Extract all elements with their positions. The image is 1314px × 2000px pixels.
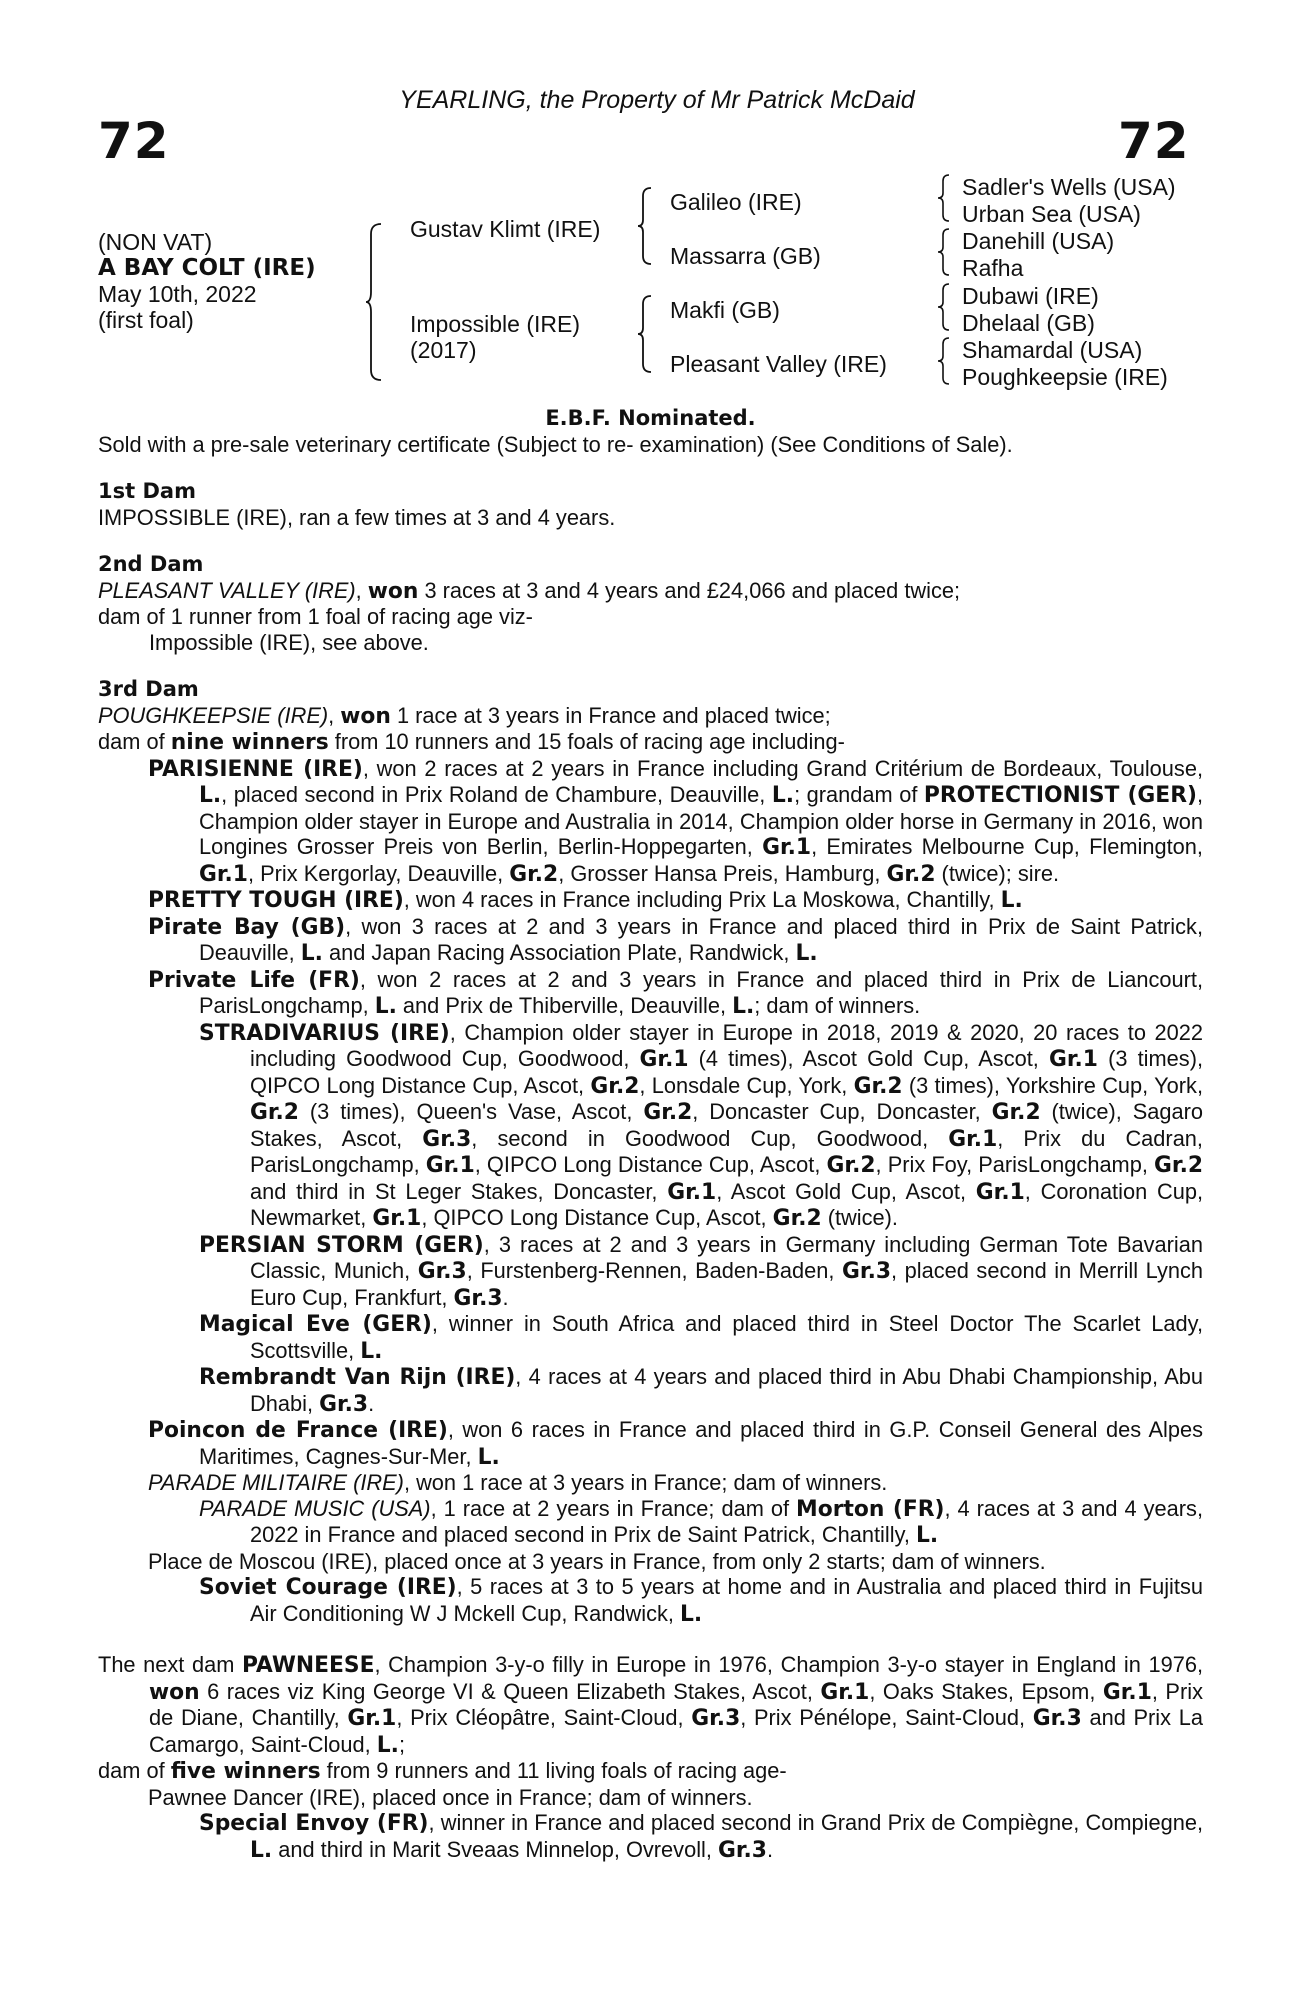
third-dam-record: POUGHKEEPSIE (IRE), won 1 race at 3 years in France and placed twice;: [98, 702, 831, 729]
granddam-dam-side: Pleasant Valley (IRE): [670, 351, 887, 377]
consignor-subtitle: YEARLING, the Property of Mr Patrick McDaid: [399, 86, 915, 114]
produce-entry-poincon-de-france: Poincon de France (IRE), won 6 races in France and placed third in G.P. Conseil General des Alpes Maritimes, Cagnes-Sur-Mer, L.: [148, 1417, 1204, 1470]
gen3-ancestor-7: Shamardal (USA): [962, 337, 1143, 363]
lot-name: A BAY COLT (IRE): [98, 255, 316, 281]
produce-entry-parisienne: PARISIENNE (IRE), won 2 races at 2 years in France including Grand Critérium de Bordeaux, Toulouse, L., placed second in Prix Roland de Chambure, Deauville, L.; grandam of PROTECTIONIST (GER), Champion older stayer in Europe and Australia in 2014, Champion older horse in Germany in 2016, won Longines Grosser Preis von Berlin, Berlin-Hoppegarten, Gr.1, Emirates Melbourne Cup, Flemington, Gr.1, Prix Kergorlay, Deauville, Gr.2, Grosser Hansa Preis, Hamburg, Gr.2 (twice); sire.: [148, 755, 1204, 887]
gen3-ancestor-2: Urban Sea (USA): [962, 201, 1141, 227]
sire-name: Gustav Klimt (IRE): [410, 216, 601, 242]
second-dam-heading: 2nd Dam: [98, 552, 204, 576]
lot-number-left: 72: [98, 112, 170, 170]
gen3-ancestor-8: Poughkeepsie (IRE): [962, 364, 1168, 390]
grandsire-sire-side: Galileo (IRE): [670, 189, 802, 215]
brace-first-generation: [365, 222, 385, 382]
gen3-ancestor-4: Rafha: [962, 255, 1024, 281]
brace-galileo: [937, 173, 951, 223]
first-dam-text: IMPOSSIBLE (IRE), ran a few times at 3 and 4 years.: [98, 504, 616, 530]
first-dam-heading: 1st Dam: [98, 479, 196, 503]
vat-status: (NON VAT): [98, 229, 213, 255]
vet-certificate-note: Sold with a pre-sale veterinary certificate (Subject to re- examination) (See Conditions of Sale).: [98, 431, 1013, 457]
third-dam-name: POUGHKEEPSIE (IRE): [98, 702, 329, 728]
produce-entry-pirate-bay: Pirate Bay (GB), won 3 races at 2 and 3 years in France and placed third in Prix de Saint Patrick, Deauville, L. and Japan Racing Association Plate, Randwick, L.: [148, 913, 1203, 966]
catalogue-body: [98, 406, 1203, 1863]
brace-sire-line: [637, 186, 655, 266]
third-dam-heading: 3rd Dam: [98, 677, 199, 701]
third-dam-produce: dam of nine winners from 10 runners and 15 foals of racing age including-: [98, 729, 845, 755]
next-dam-produce: dam of five winners from 9 runners and 11 living foals of racing age-: [98, 1758, 787, 1784]
granddam-sire-side: Massarra (GB): [670, 243, 821, 269]
dam-year: (2017): [410, 337, 477, 363]
produce-entry-pretty-tough: PRETTY TOUGH (IRE), won 4 races in France including Prix La Moskowa, Chantilly, L.: [148, 887, 1023, 913]
brace-makfi: [937, 282, 951, 332]
gen3-ancestor-3: Danehill (USA): [962, 228, 1115, 254]
second-dam-name: PLEASANT VALLEY (IRE): [98, 577, 356, 603]
next-dam-record: The next dam PAWNEESE, Champion 3-y-o filly in Europe in 1976, Champion 3-y-o stayer in England in 1976, won 6 races viz King George VI & Queen Elizabeth Stakes, Ascot, Gr.1, Oaks Stakes, Epsom, Gr.1, Prix de Diane, Chantilly, Gr.1, Prix Cléopâtre, Saint-Cloud, Gr.3, Prix Pénélope, Saint-Cloud, Gr.3 and Prix La Camargo, Saint-Cloud, L.;: [98, 1652, 1203, 1758]
lot-number-right: 72: [1118, 112, 1190, 170]
foaling-date: May 10th, 2022: [98, 281, 257, 307]
gen3-ancestor-6: Dhelaal (GB): [962, 310, 1095, 336]
produce-entry-stradivarius: STRADIVARIUS (IRE), Champion older stayer in Europe in 2018, 2019 & 2020, 20 races to 2022 including Goodwood Cup, Goodwood, Gr.1 (4 times), Ascot Gold Cup, Ascot, Gr.1 (3 times), QIPCO Long Distance Cup, Ascot, Gr.2, Lonsdale Cup, York, Gr.2 (3 times), Yorkshire Cup, York, Gr.2 (3 times), Queen's Vase, Ascot, Gr.2, Doncaster Cup, Doncaster, Gr.2 (twice), Sagaro Stakes, Ascot, Gr.3, second in Goodwood Cup, Goodwood, Gr.1, Prix du Cadran, ParisLongchamp, Gr.1, QIPCO Long Distance Cup, Ascot, Gr.2, Prix Foy, ParisLongchamp, Gr.2 and third in St Leger Stakes, Doncaster, Gr.1, Ascot Gold Cup, Ascot, Gr.1, Coronation Cup, Newmarket, Gr.1, QIPCO Long Distance Cup, Ascot, Gr.2 (twice).: [199, 1019, 1204, 1231]
next-dam-name: PAWNEESE: [241, 1653, 375, 1678]
produce-entry-parade-militaire: PARADE MILITAIRE (IRE), won 1 race at 3 years in France; dam of winners.: [148, 1470, 888, 1495]
second-dam-produce: dam of 1 runner from 1 foal of racing age viz-: [98, 604, 533, 629]
produce-entry-pawnee-dancer: Pawnee Dancer (IRE), placed once in France; dam of winners.: [148, 1784, 753, 1810]
produce-entry-private-life: Private Life (FR), won 2 races at 2 and 3 years in France and placed third in Prix de Liancourt, ParisLongchamp, L. and Prix de Thiberville, Deauville, L.; dam of winners.: [148, 966, 1204, 1019]
second-dam-foal: Impossible (IRE), see above.: [149, 629, 429, 655]
second-dam-record: PLEASANT VALLEY (IRE), won 3 races at 3 and 4 years and £24,066 and placed twice;: [98, 577, 961, 604]
produce-entry-magical-eve: Magical Eve (GER), winner in South Africa and placed third in Steel Doctor The Scarlet Lady, Scottsville, L.: [199, 1311, 1203, 1364]
foal-note: (first foal): [98, 307, 194, 333]
produce-entry-soviet-courage: Soviet Courage (IRE), 5 races at 3 to 5 years at home and in Australia and placed third in Fujitsu Air Conditioning W J Mckell Cup, Randwick, L.: [199, 1574, 1203, 1627]
grandsire-dam-side: Makfi (GB): [670, 297, 780, 323]
produce-entry-rembrandt-van-rijn: Rembrandt Van Rijn (IRE), 4 races at 4 years and placed third in Abu Dhabi Championship, Abu Dhabi, Gr.3.: [199, 1364, 1204, 1417]
brace-massarra: [937, 227, 951, 277]
brace-dam-line: [637, 294, 655, 374]
produce-entry-special-envoy: Special Envoy (FR), winner in France and placed second in Grand Prix de Compiègne, Compiegne, L. and third in Marit Sveaas Minnelop, Ovrevoll, Gr.3.: [199, 1810, 1203, 1863]
produce-entry-persian-storm: PERSIAN STORM (GER), 3 races at 2 and 3 years in Germany including German Tote Bavarian Classic, Munich, Gr.3, Furstenberg-Rennen, Baden-Baden, Gr.3, placed second in Merrill Lynch Euro Cup, Frankfurt, Gr.3.: [199, 1231, 1204, 1311]
gen3-ancestor-5: Dubawi (IRE): [962, 283, 1099, 309]
ebf-nomination: E.B.F. Nominated.: [545, 406, 756, 430]
gen3-ancestor-1: Sadler's Wells (USA): [962, 174, 1176, 200]
produce-entry-parade-music: PARADE MUSIC (USA), 1 race at 2 years in France; dam of Morton (FR), 4 races at 3 and 4 years, 2022 in France and placed second in Prix de Saint Patrick, Chantilly, L.: [199, 1495, 1203, 1548]
produce-entry-place-de-moscou: Place de Moscou (IRE), placed once at 3 years in France, from only 2 starts; dam of winners.: [148, 1548, 1046, 1574]
dam-name: Impossible (IRE): [410, 311, 580, 337]
brace-pleasant-valley: [937, 336, 951, 386]
